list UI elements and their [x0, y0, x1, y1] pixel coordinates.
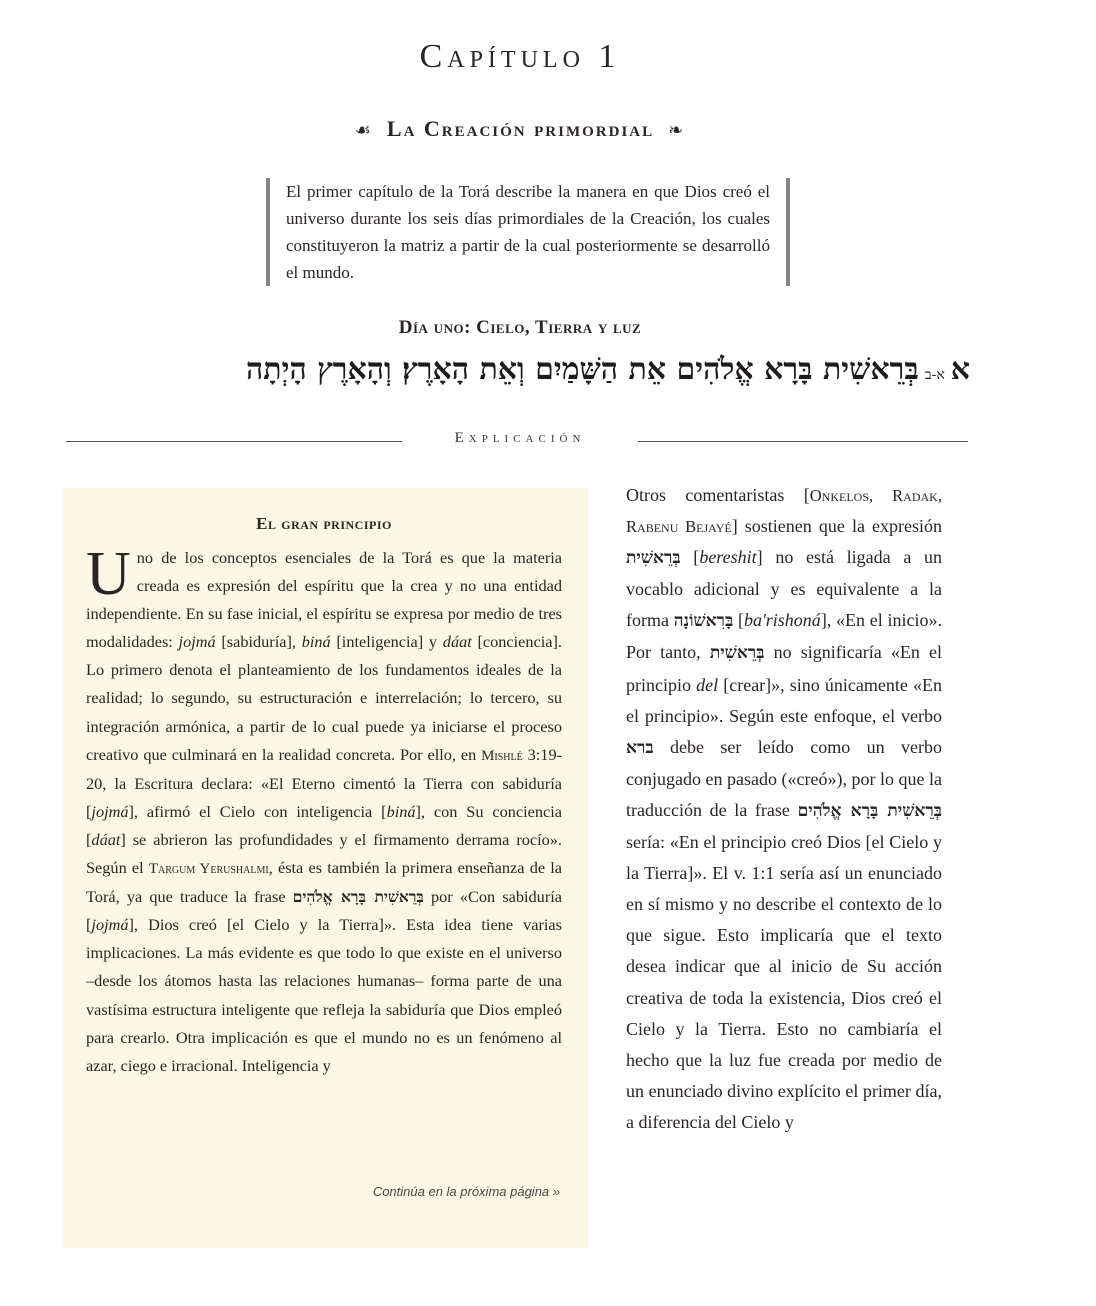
term: del — [696, 674, 719, 695]
column-text: no significaría «En el principio — [626, 642, 943, 695]
panel-text: ], con Su conciencia [ — [86, 801, 562, 849]
column-text: Otros comentaristas [ — [626, 485, 810, 505]
panel-text: 3:19-20, la Escritura declara: «El Eterno cimentó la Tierra con sabiduría [ — [86, 744, 563, 821]
term: jojmá — [91, 801, 129, 821]
explanation-label: Explicación — [454, 430, 586, 446]
hebrew-phrase: בְּרֵאשִׁית בָּרָא אֱלֹהִים — [797, 800, 942, 821]
commentator-names: Onkelos, Radak, Rabenu Bejayé — [626, 486, 942, 537]
right-column — [626, 480, 942, 1138]
divider-right — [638, 441, 968, 442]
verse-text: בְּרֵאשִׁית בָּרָא אֱלֹהִים אֵת הַשָּׁמַיִם וְאֵת הָאָרֶץ׃ וְהָאָרֶץ הָיְתָה — [246, 352, 919, 387]
drop-cap: U — [86, 540, 131, 608]
panel-body — [86, 540, 563, 1080]
book-name: Targum Yerushalmi — [148, 861, 269, 878]
column-text: [ — [680, 547, 700, 568]
divider-left — [66, 441, 402, 442]
term: biná — [386, 801, 416, 821]
verse-ref: א-ב — [924, 367, 945, 383]
day-heading: Día uno: Cielo, Tierra y luz — [398, 317, 642, 338]
panel-text: ] se abrieron las profundidades y el firmamento derrama rocío». Según el — [86, 829, 562, 878]
panel-text: [conciencia]. Lo primero denota el planteamiento de los fundamentos ideales de la realidad; lo segundo, su estructuración e interrelación; lo tercero, su integración armónica, a partir de lo cual puede ya iniciarse el proceso creativo que culminará en la realidad concreta. Por ello, en — [86, 632, 562, 764]
panel-text: [sabiduría], — [215, 632, 302, 652]
panel-text: no de los conceptos esenciales de la Torá es que la materia creada es expresión del espíritu que la crea y no una entidad independiente. En su fase inicial, el espíritu se expresa por medio de tres modalidades: — [86, 548, 562, 652]
column-text: [crear]», sino únicamente «En el principio». Según este enfoque, el verbo — [626, 674, 942, 726]
panel-text: por «Con sabiduría [ — [86, 887, 562, 935]
hebrew-word: ברא — [626, 737, 654, 758]
column-text: ] sostienen que la expresión — [731, 516, 942, 537]
verse-number: א — [950, 352, 970, 387]
column-text: [ — [733, 610, 744, 631]
term: jojmá — [178, 632, 216, 652]
column-text: ] no está ligada a un vocablo adicional y es equivalente a la forma — [626, 547, 943, 631]
column-text: debe ser leído como un verbo conjugado en pasado («creó»), por lo que la traducción de la frase — [626, 736, 942, 820]
intro-text: El primer capítulo de la Torá describe la manera en que Dios creó el universo durante los seis días primordiales de la Creación, los cuales constituyeron la matriz a partir de la cual posteriormente se desarrolló el mundo. — [286, 182, 770, 282]
ornament-left-icon: ☙ — [354, 120, 373, 140]
term: dáat — [91, 829, 121, 849]
term: biná — [301, 632, 331, 652]
book-name: Mishlé — [481, 747, 523, 764]
panel-title: El gran principio — [256, 514, 392, 533]
hebrew-phrase: בְּרֵאשִׁית בָּרָא אֱלֹהִים — [292, 887, 424, 907]
section-title-text: La Creación primordial — [386, 116, 655, 141]
hebrew-word: בָּרִאשׁוֹנָה — [673, 611, 734, 632]
hebrew-word: בְּרֵאשִׁית — [626, 548, 681, 569]
term: bereshit — [699, 547, 757, 568]
column-text: sería: «En el principio creó Dios [el Cielo y la Tierra]». El v. 1:1 sería así un enunciado en sí mismo y no describe el contexto de lo que sigue. Esto implicaría que el texto desea indicar que al inicio de Su acción creativa de toda la existencia, Dios creó el Cielo y la Tierra. Esto no cambiaría el hecho que la luz fue creada por medio de un enunciado divino explícito el primer día, a diferencia del Cielo y — [626, 832, 942, 1132]
hebrew-verse — [148, 352, 970, 387]
column-text: ], «En el inicio». Por tanto, — [626, 610, 942, 663]
ornament-right-icon: ❧ — [668, 120, 686, 140]
panel-text: , ésta es también la primera enseñanza de la Torá, ya que traduce la frase — [86, 858, 563, 907]
term: jojmá — [91, 915, 129, 935]
continue-note: Continúa en la próxima página » — [372, 1184, 560, 1199]
term: dáat — [442, 632, 472, 652]
term: ba'rishoná — [743, 610, 821, 631]
section-title — [0, 116, 1040, 142]
panel-text: ], Dios creó [el Cielo y la Tierra]». Esta idea tiene varias implicaciones. La más evidente es que todo lo que existe en el universo –desde los átomos hasta las relaciones humanas– forma parte de una vastísima estructura inteligente que refleja la sabiduría que Dios empleó para crearlo. Otra implicación es que el mundo no es un fenómeno al azar, ciego e irracional. Inteligencia y — [86, 915, 562, 1075]
hebrew-word: בְּרֵאשִׁית — [709, 643, 765, 664]
panel-text: [inteligencia] y — [330, 632, 443, 652]
chapter-title: Capítulo 1 — [419, 38, 621, 75]
intro-box — [266, 178, 790, 286]
panel-text: ], afirmó el Cielo con inteligencia [ — [128, 801, 387, 821]
